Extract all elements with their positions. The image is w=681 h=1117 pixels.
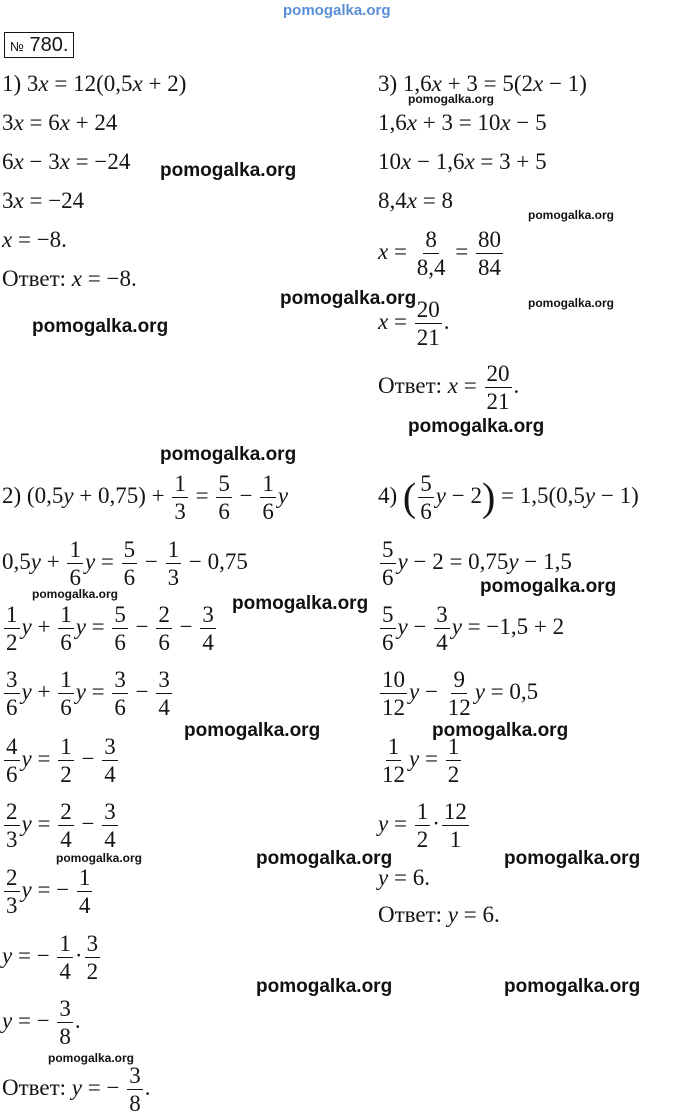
watermark: pomogalka.org: [408, 416, 545, 437]
p3-line-5: x = $\frac{8}{8,4}$ = $\frac{80}{84}$: [378, 227, 501, 280]
watermark: pomogalka.org: [184, 720, 321, 741]
p2-line-5: $\frac{4}{6}$ y = $\frac{1}{2}$ − $\frac{3}{4}$: [6, 734, 116, 787]
p2-line-7: $\frac{2}{3}$ y = − $\frac{1}{4}$: [6, 865, 91, 918]
p4-line-1: 4) ( $\frac{5}{6}$ y − 2) = 1,5(0,5y − 1): [378, 471, 639, 524]
number-sign: №: [10, 39, 24, 54]
p1-line-3: 6x − 3x = −24: [2, 149, 131, 174]
p2-line-1: 2) (0,5y + 0,75) + $\frac{1}{3}$ = $\frac{5}{6}$ − $\frac{1}{6}$ y: [2, 471, 289, 524]
watermark: pomogalka.org: [256, 976, 393, 997]
p2-line-6: $\frac{2}{3}$ y = $\frac{2}{4}$ − $\frac{3}{4}$: [6, 799, 116, 852]
p2-line-4: $\frac{3}{6}$ y + $\frac{1}{6}$ y = $\frac{3}{6}$ − $\frac{3}{4}$: [6, 667, 170, 720]
watermark: pomogalka.org: [256, 848, 393, 869]
problem-number: 780.: [29, 34, 69, 56]
watermark: pomogalka.org: [504, 848, 641, 869]
watermark: pomogalka.org: [504, 976, 641, 997]
p1-line-2: 3x = 6x + 24: [2, 110, 118, 135]
p1-answer: Ответ: x = −8.: [2, 266, 137, 291]
p3-line-1: 3) 1,6x + 3 = 5(2x − 1): [378, 71, 587, 96]
p4-line-3: $\frac{5}{6}$ y − $\frac{3}{4}$ y = −1,5 + 2: [382, 602, 565, 655]
p3-line-6: x = $\frac{20}{21}$ .: [378, 297, 450, 350]
watermark: pomogalka.org: [160, 160, 297, 181]
watermark: pomogalka.org: [32, 587, 119, 601]
p4-line-4: $\frac{10}{12}$ y − $\frac{9}{12}$ y = 0,5: [382, 667, 539, 720]
watermark: pomogalka.org: [32, 316, 169, 337]
watermark: pomogalka.org: [280, 288, 417, 309]
p4-line-2: $\frac{5}{6}$ y − 2 = 0,75y − 1,5: [382, 537, 572, 590]
p3-line-3: 10x − 1,6x = 3 + 5: [378, 149, 547, 174]
p2-line-3: $\frac{1}{2}$ y + $\frac{1}{6}$ y = $\frac{5}{6}$ − $\frac{2}{6}$ − $\frac{3}{4}$: [6, 602, 214, 655]
watermark: pomogalka.org: [56, 851, 143, 865]
watermark: pomogalka.org: [48, 1051, 135, 1065]
p3-line-2: 1,6x + 3 = 10x − 5: [378, 110, 547, 135]
problem-number-badge: [4, 32, 74, 58]
watermark: pomogalka.org: [232, 593, 369, 614]
p2-line-2: 0,5y + $\frac{1}{6}$ y = $\frac{5}{6}$ − $\frac{1}{3}$ − 0,75: [2, 537, 248, 590]
p3-line-4: 8,4x = 8: [378, 188, 453, 213]
watermark: pomogalka.org: [160, 444, 297, 465]
p1-line-1: 1) 3x = 12(0,5x + 2): [2, 71, 187, 96]
p2-line-8: y = − $\frac{1}{4}$ · $\frac{3}{2}$: [2, 931, 99, 984]
p1-line-5: x = −8.: [2, 227, 67, 252]
p4-line-7: y = 6.: [378, 865, 430, 890]
watermark: pomogalka.org: [432, 720, 569, 741]
p4-line-5: $\frac{1}{12}$ y = $\frac{1}{2}$: [382, 734, 460, 787]
p4-answer: Ответ: y = 6.: [378, 902, 500, 927]
watermark: pomogalka.org: [528, 208, 615, 222]
p2-line-9: y = − $\frac{3}{8}$ .: [2, 996, 81, 1049]
p2-answer: Ответ: y = − $\frac{3}{8}$ .: [2, 1063, 151, 1116]
watermark: pomogalka.org: [480, 576, 617, 597]
watermark: pomogalka.org: [528, 296, 615, 310]
p1-line-4: 3x = −24: [2, 188, 85, 213]
watermark: pomogalka.org: [408, 92, 495, 106]
p3-answer: Ответ: x = $\frac{20}{21}$ .: [378, 361, 520, 414]
watermark-top: pomogalka.org: [283, 2, 391, 19]
p4-line-6: y = $\frac{1}{2}$ · $\frac{12}{1}$: [378, 799, 467, 852]
